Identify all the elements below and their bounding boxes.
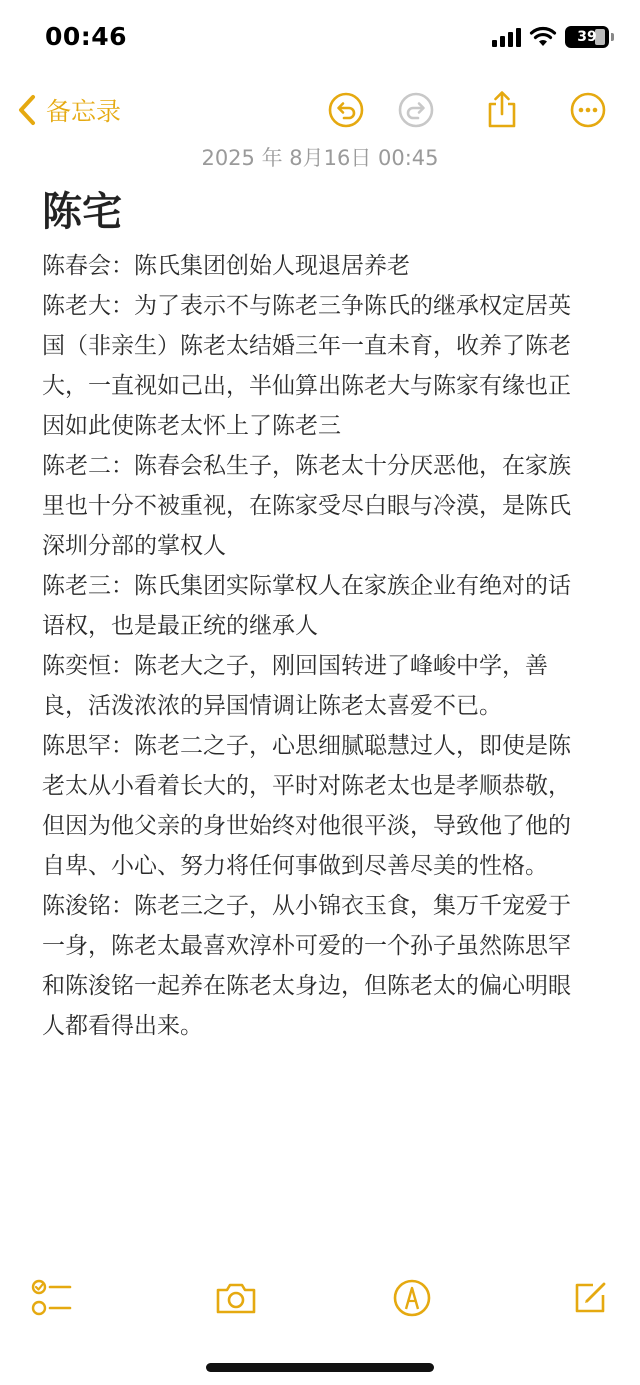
note-paragraph: 陈老大：为了表示不与陈老三争陈氏的继承权定居英国（非亲生）陈老太结婚三年一直未育，收养了陈老大，一直视如己出，半仙算出陈老大与陈家有缘也正因如此使陈老太怀上了陈老三 (42, 293, 571, 439)
status-icons (492, 26, 614, 48)
note-paragraph: 陈老二：陈春会私生子，陈老太十分厌恶他，在家族里也十分不被重视，在陈家受尽白眼与冷漠，是陈氏深圳分部的掌权人 (42, 453, 571, 559)
note-paragraph: 陈春会：陈氏集团创始人现退居养老 (42, 253, 410, 279)
battery-icon (565, 26, 609, 48)
checklist-icon (31, 1278, 73, 1318)
back-button[interactable] (16, 88, 121, 132)
note-date: 2025 年 8月16日 00:45 (201, 146, 439, 170)
undo-button[interactable] (324, 88, 368, 132)
camera-button[interactable] (212, 1276, 260, 1320)
camera-icon (214, 1280, 258, 1316)
redo-button[interactable] (394, 88, 438, 132)
home-indicator[interactable] (206, 1363, 434, 1372)
battery-cap (611, 33, 614, 41)
markup-button[interactable] (390, 1276, 434, 1320)
nav-toolbar (0, 82, 640, 138)
more-button[interactable] (566, 88, 610, 132)
redo-icon (397, 91, 435, 129)
compose-button[interactable] (568, 1276, 612, 1320)
note-paragraph: 陈老三：陈氏集团实际掌权人在家族企业有绝对的话语权，也是最正统的继承人 (42, 573, 571, 639)
more-icon (569, 91, 607, 129)
status-bar (0, 0, 640, 80)
note-paragraph: 陈浚铭：陈老三之子，从小锦衣玉食，集万千宠爱于一身，陈老太最喜欢淳朴可爱的一个孙子虽然陈思罕和陈浚铭一起养在陈老太身边，但陈老太的偏心明眼人都看得出来。 (42, 893, 571, 1039)
wifi-icon (529, 26, 557, 48)
status-time: 00:46 (45, 22, 128, 51)
checklist-button[interactable] (30, 1276, 74, 1320)
note-title[interactable]: 陈宅 (42, 189, 122, 235)
markup-pen-icon (392, 1278, 432, 1318)
share-button[interactable] (480, 88, 524, 132)
cellular-signal-icon (492, 27, 521, 47)
back-label: 备忘录 (46, 97, 122, 126)
note-body[interactable] (42, 246, 592, 1046)
note-paragraph: 陈奕恒：陈老大之子，刚回国转进了峰峻中学，善良，活泼浓浓的异国情调让陈老太喜爱不已。 (42, 653, 548, 719)
share-icon (485, 90, 519, 130)
note-paragraph: 陈思罕：陈老二之子，心思细腻聪慧过人，即使是陈老太从小看着长大的，平时对陈老太也是孝顺恭敬，但因为他父亲的身世始终对他很平淡，导致他了他的自卑、小心、努力将任何事做到尽善尽美的性格。 (42, 733, 571, 879)
compose-icon (571, 1279, 609, 1317)
undo-icon (327, 91, 365, 129)
chevron-left-icon (16, 94, 38, 126)
battery-level: 39 (577, 29, 597, 45)
bottom-toolbar (0, 1276, 640, 1324)
